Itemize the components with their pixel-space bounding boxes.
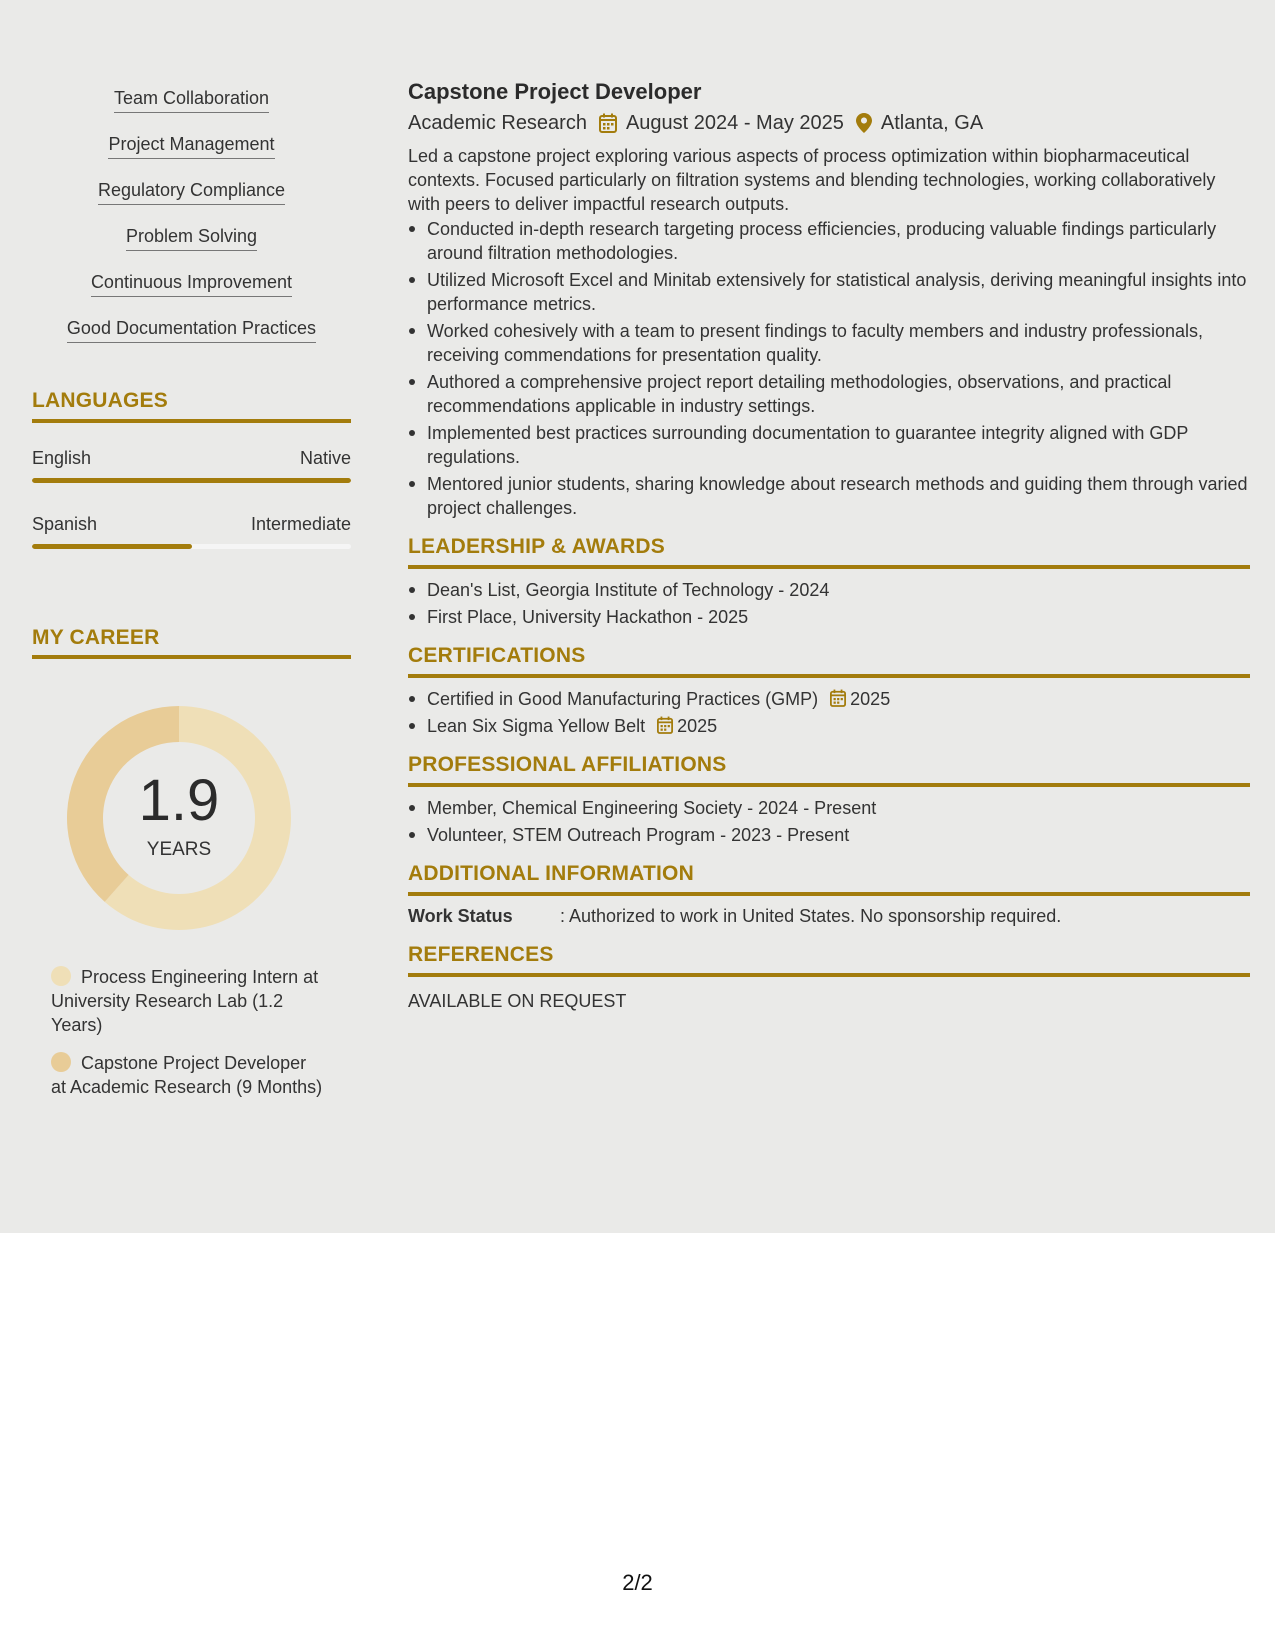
list-item: Conducted in-depth research targeting process efficiencies, producing valuable findings particularly around filtration methodologies.	[408, 217, 1250, 265]
references-text: AVAILABLE ON REQUEST	[408, 991, 627, 1011]
language-proficiency-fill	[32, 478, 351, 483]
section-rule	[408, 973, 1250, 977]
skill-item: Project Management	[108, 132, 274, 159]
language-name: English	[32, 448, 92, 468]
list-item: Volunteer, STEM Outreach Program - 2023 - Present	[408, 823, 1250, 847]
list-item: Implemented best practices surrounding documentation to guarantee integrity aligned with GDP regulations.	[408, 421, 1250, 469]
career-legend	[51, 965, 326, 1099]
job-company: Academic Research	[408, 112, 587, 134]
language-item	[32, 513, 351, 549]
list-item	[408, 687, 1250, 711]
language-item	[32, 447, 351, 483]
right-column	[408, 78, 1250, 1013]
work-status-value: : Authorized to work in United States. No sponsorship required.	[560, 906, 1062, 926]
language-proficiency-fill	[32, 544, 192, 549]
skills-list	[32, 86, 351, 362]
skill-item: Team Collaboration	[114, 86, 269, 113]
career-donut-chart	[64, 703, 294, 933]
section-rule	[408, 674, 1250, 678]
additional-info-section	[408, 860, 1250, 928]
leadership-section	[408, 533, 1250, 629]
certifications-section	[408, 642, 1250, 738]
list-item: Utilized Microsoft Excel and Minitab extensively for statistical analysis, deriving meaningful insights into performance metrics.	[408, 268, 1250, 316]
page-number: 2/2	[622, 1570, 653, 1595]
job-title: Capstone Project Developer	[408, 79, 702, 104]
languages-heading: LANGUAGES	[32, 389, 168, 412]
list-item: Worked cohesively with a team to present findings to faculty members and industry professionals, receiving commendations for presentation quality.	[408, 319, 1250, 367]
left-column	[32, 86, 351, 1113]
certification-year: 2025	[677, 716, 718, 736]
location-pin-icon	[856, 113, 872, 133]
legend-item	[51, 1051, 326, 1099]
career-heading: MY CAREER	[32, 626, 160, 649]
skill-item: Regulatory Compliance	[98, 178, 285, 205]
additional-info-heading: ADDITIONAL INFORMATION	[408, 862, 694, 885]
legend-dot	[51, 1052, 71, 1072]
job-location: Atlanta, GA	[880, 112, 984, 134]
job-meta	[408, 110, 1250, 136]
calendar-icon	[830, 689, 846, 707]
legend-label: Process Engineering Intern at University Research Lab (1.2 Years)	[51, 967, 319, 1035]
calendar-icon	[599, 113, 617, 133]
section-rule	[408, 565, 1250, 569]
language-level: Intermediate	[250, 514, 351, 534]
languages-rule	[32, 419, 351, 423]
job-bullets	[408, 217, 1250, 520]
affiliations-heading: PROFESSIONAL AFFILIATIONS	[408, 753, 727, 776]
references-section	[408, 941, 1250, 1013]
language-level: Native	[299, 448, 351, 468]
calendar-icon	[657, 716, 673, 734]
language-proficiency-bar	[32, 478, 351, 483]
section-rule	[408, 892, 1250, 896]
skill-item: Problem Solving	[126, 224, 257, 251]
leadership-heading: LEADERSHIP & AWARDS	[408, 535, 665, 558]
skill-item: Continuous Improvement	[91, 270, 292, 297]
certification-name: Certified in Good Manufacturing Practices (GMP)	[427, 689, 819, 709]
references-heading: REFERENCES	[408, 943, 554, 966]
list-item	[408, 714, 1250, 738]
job-summary: Led a capstone project exploring various aspects of process optimization within biopharmaceutical contexts. Focused particularly on filtration systems and blending technologies, working collaboratively with peers to deliver impactful research outputs.	[408, 146, 1216, 214]
certifications-heading: CERTIFICATIONS	[408, 644, 586, 667]
work-status-label: Work Status	[408, 906, 513, 926]
language-proficiency-bar	[32, 544, 351, 549]
legend-label: Capstone Project Developer at Academic Research (9 Months)	[51, 1053, 323, 1097]
affiliations-section	[408, 751, 1250, 847]
list-item: Dean's List, Georgia Institute of Technology - 2024	[408, 578, 1250, 602]
language-name: Spanish	[32, 514, 98, 534]
certification-name: Lean Six Sigma Yellow Belt	[427, 716, 646, 736]
legend-dot	[51, 966, 71, 986]
list-item: First Place, University Hackathon - 2025	[408, 605, 1250, 629]
job-dates: August 2024 - May 2025	[625, 112, 844, 134]
career-rule	[32, 655, 351, 659]
skill-item: Good Documentation Practices	[67, 316, 316, 343]
career-unit: YEARS	[146, 839, 212, 860]
section-rule	[408, 783, 1250, 787]
legend-item	[51, 965, 326, 1037]
certification-year: 2025	[850, 689, 891, 709]
list-item: Member, Chemical Engineering Society - 2024 - Present	[408, 796, 1250, 820]
list-item: Mentored junior students, sharing knowledge about research methods and guiding them through varied project challenges.	[408, 472, 1250, 520]
career-total: 1.9	[138, 768, 220, 833]
list-item: Authored a comprehensive project report detailing methodologies, observations, and practical recommendations applicable in industry settings.	[408, 370, 1250, 418]
